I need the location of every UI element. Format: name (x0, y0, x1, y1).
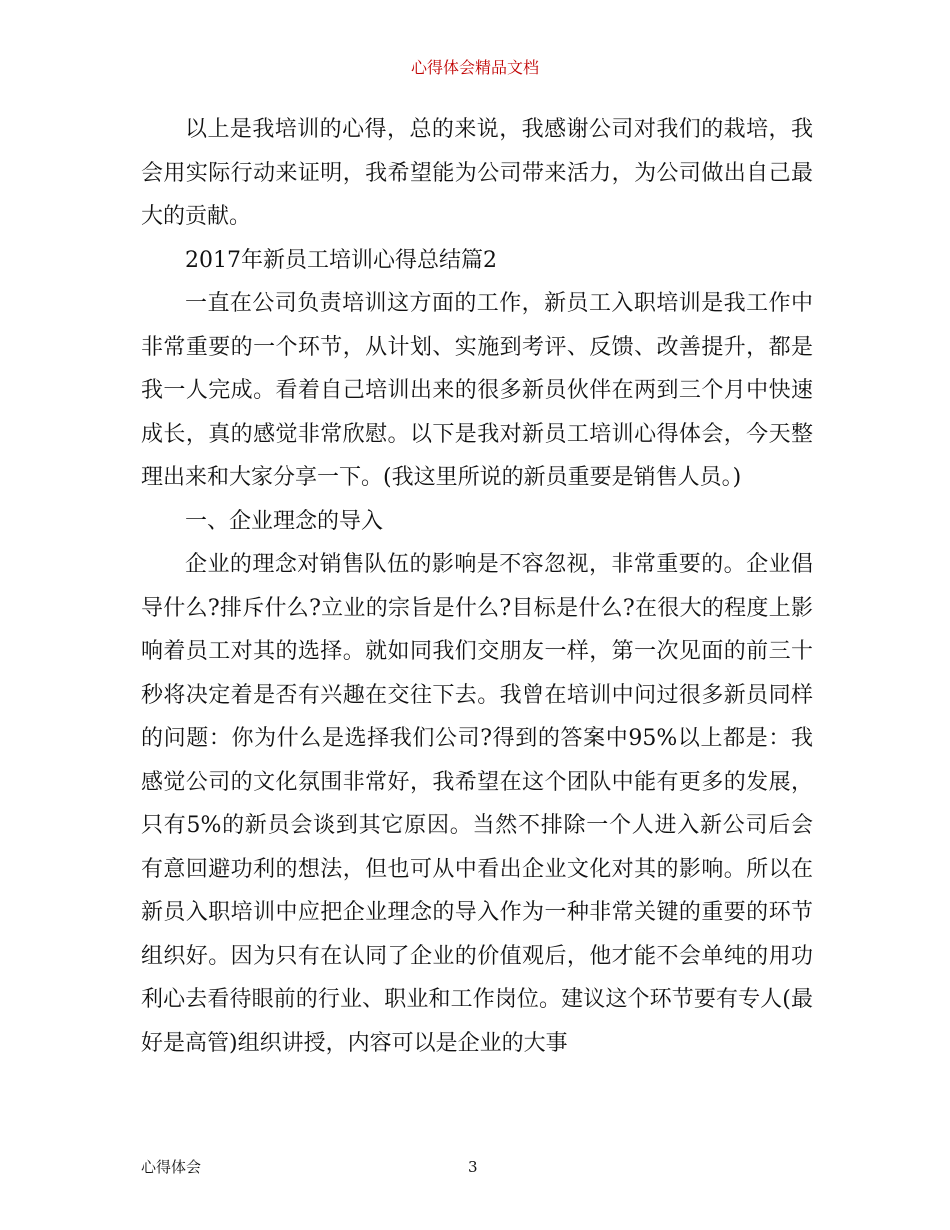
page-number: 3 (468, 1158, 478, 1176)
paragraph-closing-remarks: 以上是我培训的心得，总的来说，我感谢公司对我们的栽培，我会用实际行动来证明，我希望能为公司带来活力，为公司做出自己最大的贡献。 (141, 117, 813, 229)
paragraph-corporate-philosophy: 企业的理念对销售队伍的影响是不容忽视，非常重要的。企业倡导什么?排斥什么?立业的宗旨是什么?目标是什么?在很大的程度上影响着员工对其的选择。就如同我们交朋友一样，第一次见面的前三十秒将决定着是否有兴趣在交往下去。我曾在培训中问过很多新员同样的问题：你为什么是选择我们公司?得到的答案中95%以上都是：我感觉公司的文化氛围非常好，我希望在这个团队中能有更多的发展，只有5%的新员会谈到其它原因。当然不排除一个人进入新公司后会有意回避功利的想法，但也可从中看出企业文化对其的影响。所以在新员入职培训中应把企业理念的导入作为一种非常关键的重要的环节组织好。因为只有在认同了企业的价值观后，他才能不会单纯的用功利心去看待眼前的行业、职业和工作岗位。建议这个环节要有专人(最好是高管)组织讲授，内容可以是企业的大事 (141, 552, 813, 1056)
page-header-title: 心得体会精品文档 (410, 58, 539, 77)
section-heading: 2017年新员工培训心得总结篇2 (185, 247, 497, 273)
page-footer-label: 心得体会 (141, 1158, 202, 1176)
document-body (141, 108, 813, 1065)
paragraph-intro: 一直在公司负责培训这方面的工作，新员工入职培训是我工作中非常重要的一个环节，从计划、实施到考评、反馈、改善提升，都是我一人完成。看着自己培训出来的很多新员伙伴在两到三个月中快速成长，真的感觉非常欣慰。以下是我对新员工培训心得体会，今天整理出来和大家分享一下。(我这里所说的新员重要是销售人员。) (141, 291, 813, 490)
subsection-heading: 一、企业理念的导入 (185, 508, 384, 534)
